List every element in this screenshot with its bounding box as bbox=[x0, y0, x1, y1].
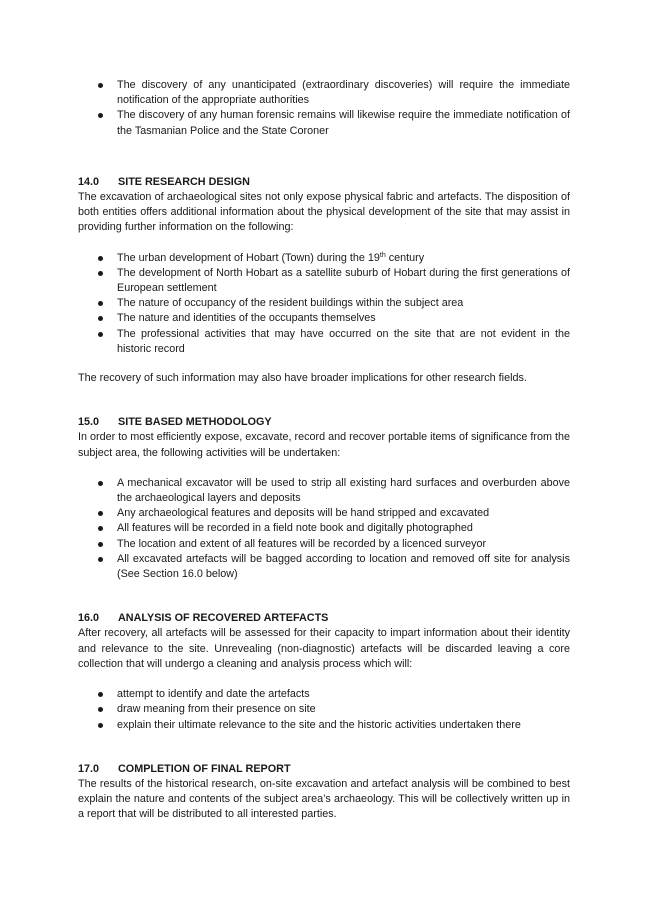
section-14-intro: The excavation of archaeological sites not only expose physical fabric and artefacts. The disposition of both entities offers additional information about the physical development of the site that may assist in providing further information on the following: bbox=[78, 191, 570, 234]
bullet-icon bbox=[98, 83, 103, 88]
list-item: explain their ultimate relevance to the site and the historic activities undertaken there bbox=[78, 718, 570, 733]
list-item: The discovery of any unanticipated (extraordinary discoveries) will require the immediate notification of the appropriate authorities bbox=[78, 78, 570, 108]
list-item: The nature of occupancy of the resident buildings within the subject area bbox=[78, 296, 570, 311]
bullet-icon bbox=[98, 511, 103, 516]
section-14-bullet-list bbox=[78, 251, 570, 357]
list-item: The development of North Hobart as a satellite suburb of Hobart during the first generations of European settlement bbox=[78, 266, 570, 296]
intro-bullet-list bbox=[78, 78, 570, 139]
bullet-icon bbox=[98, 542, 103, 547]
bullet-icon bbox=[98, 723, 103, 728]
list-item: draw meaning from their presence on site bbox=[78, 702, 570, 717]
section-15-bullet-list bbox=[78, 476, 570, 582]
list-item: The urban development of Hobart (Town) during the 19th century bbox=[78, 251, 570, 266]
bullet-icon bbox=[98, 271, 103, 276]
bullet-icon bbox=[98, 707, 103, 712]
list-item: All features will be recorded in a field note book and digitally photographed bbox=[78, 521, 570, 536]
section-15-intro: In order to most efficiently expose, excavate, record and recover portable items of significance from the subject area, the following activities will be undertaken: bbox=[78, 431, 570, 459]
bullet-icon bbox=[98, 692, 103, 697]
section-14-closing: The recovery of such information may also have broader implications for other research fields. bbox=[78, 372, 527, 385]
section-14-heading: 14.0 SITE RESEARCH DESIGN bbox=[78, 175, 250, 188]
bullet-icon bbox=[98, 113, 103, 118]
bullet-icon bbox=[98, 332, 103, 337]
section-16-intro: After recovery, all artefacts will be assessed for their capacity to impart information about their identity and relevance to the site. Unrevealing (non-diagnostic) artefacts will be discarded leaving a core collection that will undergo a cleaning and analysis process which will: bbox=[78, 627, 570, 670]
section-17-intro: The results of the historical research, on-site excavation and artefact analysis will be combined to best explain the nature and contents of the subject area’s archaeology. This will be collectively written up in a report that will be distributed to all interested parties. bbox=[78, 777, 570, 821]
list-item: The professional activities that may have occurred on the site that are not evident in the historic record bbox=[78, 327, 570, 357]
list-item: The nature and identities of the occupants themselves bbox=[78, 311, 570, 326]
section-15-heading: 15.0 SITE BASED METHODOLOGY bbox=[78, 416, 272, 429]
list-item: The location and extent of all features will be recorded by a licenced surveyor bbox=[78, 537, 570, 552]
list-item: A mechanical excavator will be used to strip all existing hard surfaces and overburden above the archaeological layers and deposits bbox=[78, 476, 570, 506]
bullet-icon bbox=[98, 526, 103, 531]
list-item: attempt to identify and date the artefacts bbox=[78, 687, 570, 702]
bullet-icon bbox=[98, 301, 103, 306]
section-17-heading: 17.0 COMPLETION OF FINAL REPORT bbox=[78, 762, 291, 775]
list-item: The discovery of any human forensic remains will likewise require the immediate notification of the Tasmanian Police and the State Coroner bbox=[78, 108, 570, 138]
section-16-bullet-list bbox=[78, 687, 570, 733]
list-item: Any archaeological features and deposits will be hand stripped and excavated bbox=[78, 506, 570, 521]
bullet-icon bbox=[98, 481, 103, 486]
bullet-icon bbox=[98, 256, 103, 261]
section-16-heading: 16.0 ANALYSIS OF RECOVERED ARTEFACTS bbox=[78, 612, 329, 625]
bullet-icon bbox=[98, 316, 103, 321]
list-item: All excavated artefacts will be bagged according to location and removed off site for analysis (See Section 16.0 below) bbox=[78, 552, 570, 582]
bullet-icon bbox=[98, 557, 103, 562]
